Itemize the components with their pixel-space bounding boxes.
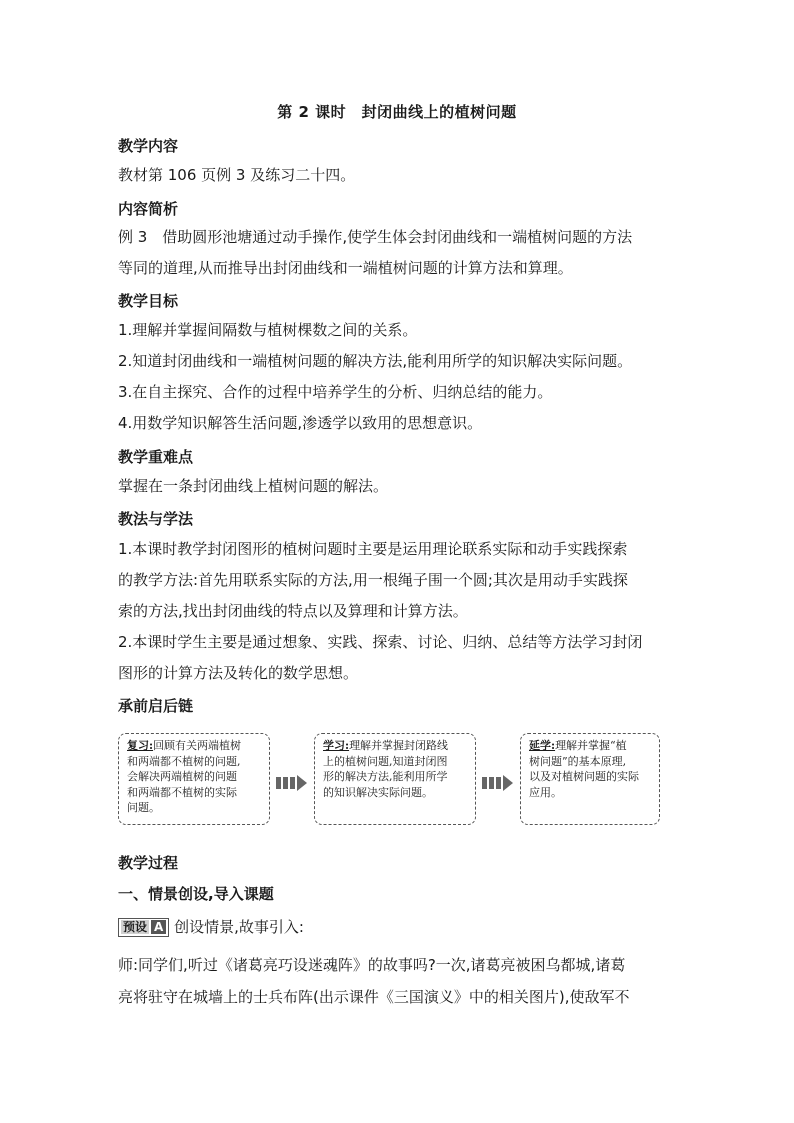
- learn-box: [314, 733, 476, 825]
- learn-label: 学习:: [323, 739, 350, 752]
- key-heading: 教学重难点: [118, 448, 194, 466]
- process-heading: 教学过程: [118, 854, 179, 872]
- extend-label: 延学:: [529, 739, 556, 752]
- review-line-2: 和两端都不植树的问题,: [127, 754, 241, 768]
- preset-badge: 预设 A: [118, 918, 169, 937]
- page-title: 第 2 课时 封闭曲线上的植树问题: [277, 103, 517, 121]
- review-line-3: 会解决两端植树的问题: [127, 770, 237, 783]
- learn-line-2: 上的植树问题,知道封闭图: [323, 754, 448, 768]
- goal-4: 4.用数学知识解答生活问题,渗透学以致用的思想意识。: [118, 414, 483, 432]
- chain-heading: 承前启后链: [118, 697, 194, 715]
- learn-line-4: 的知识解决实际问题。: [323, 785, 433, 799]
- method-2-line-1: 2.本课时学生主要是通过想象、实践、探索、讨论、归纳、总结等方法学习封闭: [118, 633, 643, 651]
- extend-line-4: 应用。: [529, 785, 562, 799]
- key-text: 掌握在一条封闭曲线上植树问题的解法。: [118, 477, 389, 495]
- analysis-line-1: 例 3 借助圆形池塘通过动手操作,使学生体会封闭曲线和一端植树问题的方法: [118, 228, 633, 246]
- goal-2: 2.知道封闭曲线和一端植树问题的解决方法,能利用所学的知识解决实际问题。: [118, 352, 633, 370]
- analysis-heading: 内容简析: [118, 200, 179, 218]
- goal-3: 3.在自主探究、合作的过程中培养学生的分析、归纳总结的能力。: [118, 383, 553, 401]
- learn-line-3: 形的解决方法,能利用所学: [323, 770, 448, 783]
- arrow-icon: [276, 772, 307, 788]
- review-box: [118, 733, 270, 825]
- story-line-2: 亮将驻守在城墙上的士兵布阵(出示课件《三国演义》中的相关图片),使敌军不: [118, 988, 630, 1006]
- learn-line-1: 理解并掌握封闭路线: [349, 739, 449, 752]
- method-heading: 教法与学法: [118, 510, 194, 528]
- review-line-1: 回顾有关两端植树: [153, 739, 242, 752]
- method-1-line-3: 索的方法,找出封闭曲线的特点以及算理和计算方法。: [118, 602, 468, 620]
- method-2-line-2: 图形的计算方法及转化的数学思想。: [118, 664, 359, 682]
- review-line-5: 问题。: [127, 801, 160, 814]
- content-heading: 教学内容: [118, 137, 179, 155]
- extend-line-1: 理解并掌握“植: [555, 739, 627, 752]
- review-line-4: 和两端都不植树的实际: [127, 785, 237, 799]
- goals-heading: 教学目标: [118, 292, 179, 310]
- goal-1: 1.理解并掌握间隔数与植树棵数之间的关系。: [118, 321, 418, 339]
- analysis-line-2: 等同的道理,从而推导出封闭曲线和一端植树问题的计算方法和算理。: [118, 259, 573, 277]
- step-1-heading: 一、情景创设,导入课题: [118, 885, 274, 903]
- extend-box: [520, 733, 660, 825]
- extend-line-3: 以及对植树问题的实际: [529, 770, 639, 783]
- method-1-line-1: 1.本课时教学封闭图形的植树问题时主要是运用理论联系实际和动手实践探索: [118, 540, 628, 558]
- preset-text: 创设情景,故事引入:: [174, 918, 304, 936]
- preset-line: [118, 912, 678, 942]
- content-text: 教材第 106 页例 3 及练习二十四。: [118, 166, 356, 184]
- extend-line-2: 树问题”的基本原理,: [529, 754, 627, 768]
- review-label: 复习:: [127, 739, 154, 752]
- arrow-icon: [482, 772, 513, 788]
- story-line-1: 师:同学们,听过《诸葛亮巧设迷魂阵》的故事吗?一次,诸葛亮被困乌都城,诸葛: [118, 956, 626, 974]
- method-1-line-2: 的教学方法:首先用联系实际的方法,用一根绳子围一个圆;其次是用动手实践探: [118, 571, 628, 589]
